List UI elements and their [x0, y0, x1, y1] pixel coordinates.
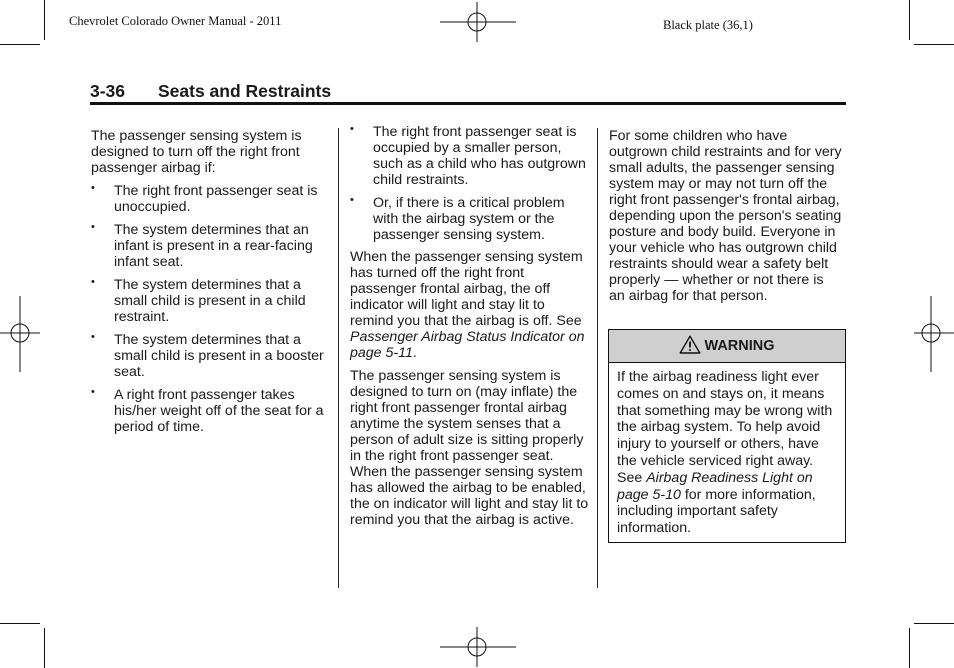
paragraph-text: When the passenger sensing system has turned off the right front passenger frontal airbag, the off indicator will light and stay lit to remind you that the airbag is off. See: [350, 249, 583, 329]
warning-body: [609, 363, 845, 537]
bullet-icon: •: [350, 123, 354, 135]
crop-mark: [914, 44, 954, 45]
warning-header: [609, 330, 845, 363]
warning-text: If the airbag readiness light ever comes on and stays on, it means that something may be wrong with the airbag system. To help avoid injury to yourself or others, have the vehicle serviced right away. See: [617, 369, 833, 486]
list-item-text: The system determines that a small child is present in a child restraint.: [114, 277, 306, 325]
bullet-icon: •: [91, 331, 95, 343]
list-item-text: The right front passenger seat is occupied by a smaller person, such as a child who has outgrown child restraints.: [373, 124, 586, 188]
section-heading: [90, 80, 846, 105]
list-item: [91, 387, 329, 435]
list-item: [91, 183, 329, 215]
crop-mark: [914, 623, 954, 624]
list-item-text: The right front passenger seat is unoccupied.: [114, 183, 318, 215]
list-item: [350, 124, 590, 188]
column-divider: [597, 128, 598, 588]
bullet-icon: •: [91, 386, 95, 398]
bullet-icon: •: [91, 276, 95, 288]
crop-mark: [0, 623, 40, 624]
crop-mark: [909, 628, 910, 668]
paragraph-end: .: [412, 345, 417, 361]
bullet-icon: •: [91, 182, 95, 194]
intro-paragraph: The passenger sensing system is designed to turn off the right front passenger airbag if:: [91, 128, 302, 176]
registration-mark-icon: [914, 296, 954, 372]
column-divider: [338, 128, 339, 588]
registration-mark-icon: [440, 627, 516, 667]
manual-title: Chevrolet Colorado Owner Manual - 2011: [69, 14, 282, 28]
list-item-text: The system determines that an infant is present in a rear-facing infant seat.: [114, 222, 313, 270]
list-item: [91, 332, 329, 380]
list-item-text: Or, if there is a critical problem with the airbag system or the passenger sensing system.: [373, 195, 565, 243]
column-3: [609, 128, 843, 304]
on-indicator-paragraph: The passenger sensing system is designed to turn on (may inflate) the right front passenger frontal airbag anytime the system senses that a person of adult size is sitting properly in the right front passenger seat. When the passenger sensing system has allowed the airbag to be enabled, the on indicator will light and stay lit to remind you that the airbag is active.: [350, 368, 589, 528]
plate-label: Black plate (36,1): [663, 18, 753, 32]
warning-text-end: for more information, including important safety information.: [617, 486, 816, 537]
cross-reference-link[interactable]: Passenger Airbag Status Indicator on page 5-11: [350, 329, 585, 361]
page-number: 3-36: [90, 81, 126, 101]
warning-title: WARNING: [704, 338, 775, 354]
bullet-icon: •: [91, 221, 95, 233]
crop-mark: [44, 0, 45, 40]
registration-mark-icon: [0, 296, 40, 372]
section-title: Seats and Restraints: [158, 81, 332, 101]
off-indicator-paragraph: [350, 249, 590, 361]
column-2: [350, 124, 590, 528]
crop-mark: [909, 0, 910, 40]
crop-mark: [0, 44, 40, 45]
cross-reference-link[interactable]: Airbag Readiness Light on page 5-10: [617, 469, 813, 503]
list-item-text: A right front passenger takes his/her weight off of the seat for a period of time.: [114, 387, 324, 435]
bullet-icon: •: [350, 194, 354, 206]
column-1: [91, 128, 329, 435]
bullet-list: [91, 183, 329, 435]
registration-mark-icon: [440, 2, 516, 42]
children-paragraph: For some children who have outgrown child restraints and for very small adults, the passenger sensing system may or may not turn off the right front passenger's frontal airbag, depending upon the person's seating posture and body build. Everyone in your vehicle who has outgrown child restraints should wear a safety belt properly — whether or not there is an airbag for that person.: [609, 128, 842, 304]
list-item: [91, 222, 329, 270]
bullet-list: [350, 124, 590, 243]
list-item: [350, 195, 590, 243]
crop-mark: [44, 628, 45, 668]
warning-box: [608, 329, 846, 543]
warning-triangle-icon: [679, 335, 701, 354]
list-item-text: The system determines that a small child is present in a booster seat.: [114, 332, 324, 380]
list-item: [91, 277, 329, 325]
